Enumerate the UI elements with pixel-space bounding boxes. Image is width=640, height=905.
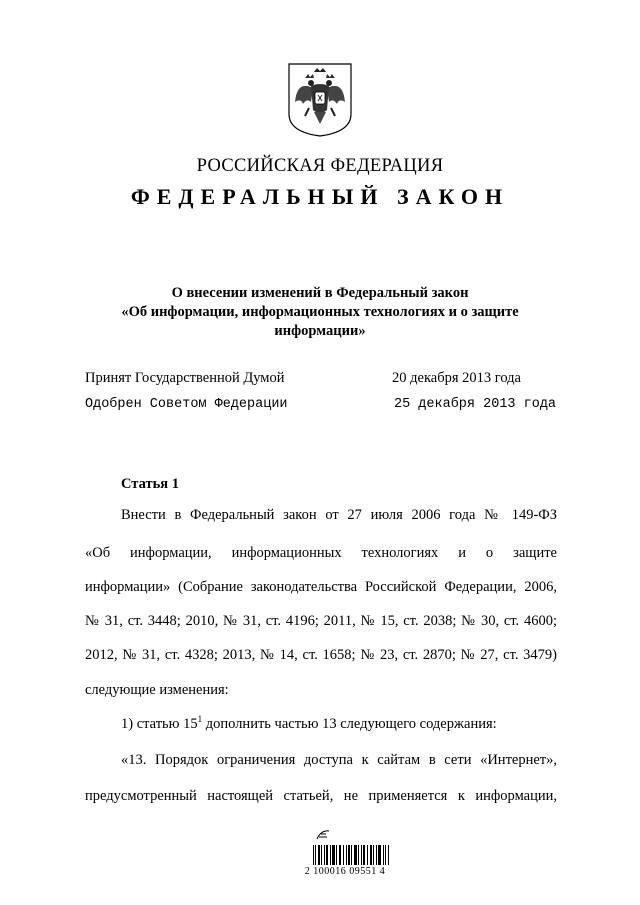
quote-line: предусмотренный настоящей статьей, не применяется к информации, xyxy=(85,788,557,804)
article-body xyxy=(85,0,557,905)
duma-adoption-label: Принят Государственной Думой xyxy=(85,370,285,386)
body-line: 2012, № 31, ст. 4328; 2013, № 14, ст. 1658; № 23, ст. 2870; № 27, ст. 3479) xyxy=(85,647,557,663)
printer-mark-icon xyxy=(316,828,330,840)
amendment-item xyxy=(121,716,497,733)
body-line: «Об информации, информационных технологиях и о защите xyxy=(85,545,557,561)
duma-adoption-date: 20 декабря 2013 года xyxy=(392,370,521,386)
article-title: Статья 1 xyxy=(121,476,179,492)
council-approval-date: 25 декабря 2013 года xyxy=(394,397,557,412)
article-superscript: 1 xyxy=(197,714,203,725)
country-heading: РОССИЙСКАЯ ФЕДЕРАЦИЯ xyxy=(196,156,444,176)
subject-line: «Об информации, информационных технологиях и о защите xyxy=(121,304,519,320)
amendment-item-suffix: дополнить частью 13 следующего содержания: xyxy=(202,716,497,732)
subject-line: информации» xyxy=(274,323,366,339)
subject-line: О внесении изменений в Федеральный закон xyxy=(171,285,469,301)
amendment-item-prefix: 1) статью 15 xyxy=(121,716,198,732)
body-line: № 31, ст. 3448; 2010, № 31, ст. 4196; 2011, № 15, ст. 2038; № 30, ст. 4600; xyxy=(85,613,557,629)
quote-line: «13. Порядок ограничения доступа к сайтам в сети «Интернет», xyxy=(121,752,557,768)
body-line: информации» (Собрание законодательства Российской Федерации, 2006, xyxy=(85,579,557,595)
barcode-number: 2 100016 09551 4 xyxy=(304,866,386,877)
body-line: следующие изменения: xyxy=(85,682,229,698)
body-line: Внести в Федеральный закон от 27 июля 2006 года № 149-ФЗ xyxy=(121,507,557,523)
document-type-heading: ФЕДЕРАЛЬНЫЙ ЗАКОН xyxy=(130,184,510,209)
council-approval-label: Одобрен Советом Федерации xyxy=(85,397,288,412)
barcode-icon xyxy=(313,845,389,865)
